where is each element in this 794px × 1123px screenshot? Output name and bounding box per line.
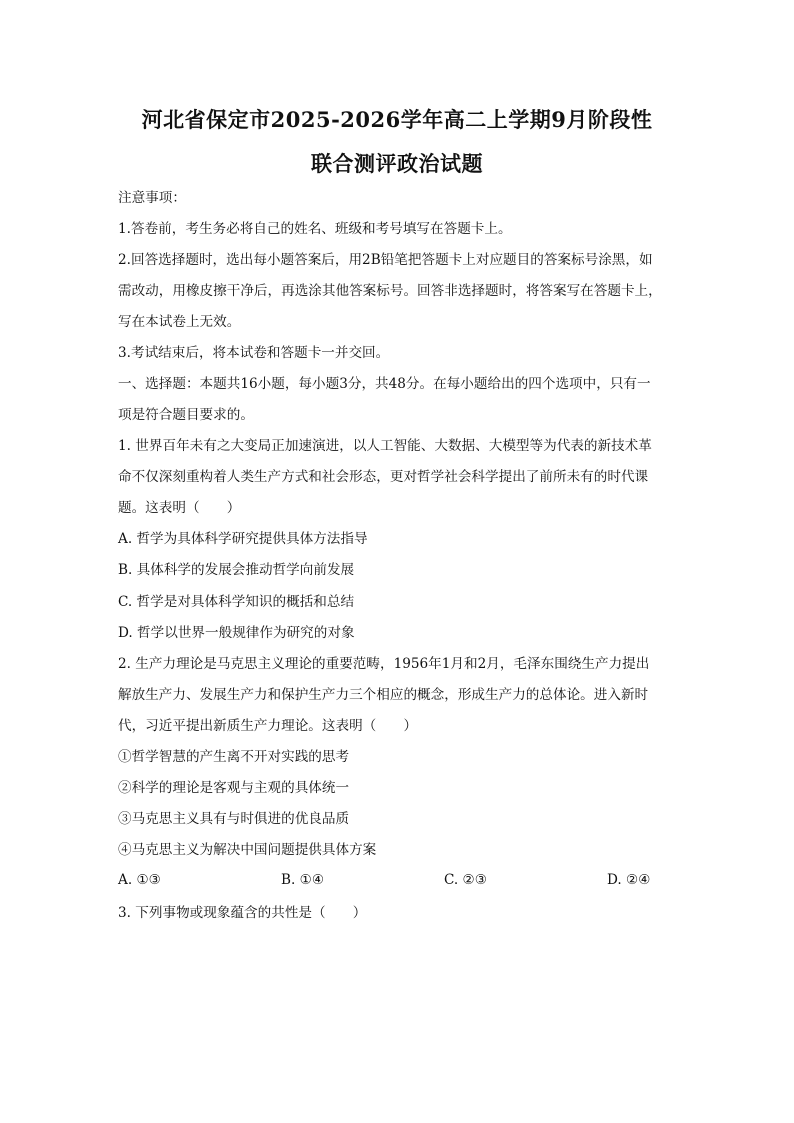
question-2-option-b: B. ①④ xyxy=(281,872,325,888)
question-1-option-b: B. 具体科学的发展会推动哲学向前发展 xyxy=(118,562,355,578)
question-1-stem-line-1: 1. 世界百年未有之大变局正加速演进，以人工智能、大数据、大模型等为代表的新技术革 xyxy=(118,438,652,454)
question-2-option-c: C. ②③ xyxy=(444,872,487,888)
question-2-stem-line-1: 2. 生产力理论是马克思主义理论的重要范畴，1956年1月和2月，毛泽东围绕生产力提出 xyxy=(118,656,650,672)
question-1-option-d: D. 哲学以世界一般规律作为研究的对象 xyxy=(118,625,355,641)
question-2-option-a: A. ①③ xyxy=(118,872,161,888)
notice-item-2-line-1: 2.回答选择题时，选出每小题答案后，用2B铅笔把答题卡上对应题目的答案标号涂黑，如 xyxy=(118,252,653,268)
notice-item-3: 3.考试结束后，将本试卷和答题卡一并交回。 xyxy=(118,345,390,361)
question-2-stem-line-3: 代，习近平提出新质生产力理论。这表明（ ） xyxy=(118,718,418,734)
question-1-option-a: A. 哲学为具体科学研究提供具体方法指导 xyxy=(118,531,368,547)
notice-item-2-line-3: 写在本试卷上无效。 xyxy=(118,314,241,330)
question-1-stem-line-2: 命不仅深刻重构着人类生产方式和社会形态，更对哲学社会科学提出了前所未有的时代课 xyxy=(118,469,649,485)
question-1-option-c: C. 哲学是对具体科学知识的概括和总结 xyxy=(118,594,355,610)
notice-item-1: 1.答卷前，考生务必将自己的姓名、班级和考号填写在答题卡上。 xyxy=(118,221,512,237)
question-2-statement-4: ④马克思主义为解决中国问题提供具体方案 xyxy=(118,842,377,858)
question-2-stem-line-2: 解放生产力、发展生产力和保护生产力三个相应的概念，形成生产力的总体论。进入新时 xyxy=(118,687,649,703)
question-2-statement-1: ①哲学智慧的产生离不开对实践的思考 xyxy=(118,749,350,765)
question-3-stem-line-1: 3. 下列事物或现象蕴含的共性是（ ） xyxy=(118,905,367,921)
notice-item-2-line-2: 需改动，用橡皮擦干净后，再选涂其他答案标号。回答非选择题时，将答案写在答题卡上， xyxy=(118,283,662,299)
exam-title-line2: 联合测评政治试题 xyxy=(311,151,483,176)
section-heading-line-1: 一、选择题：本题共16小题，每小题3分，共48分。在每小题给出的四个选项中，只有一 xyxy=(118,376,651,392)
section-heading-line-2: 项是符合题目要求的。 xyxy=(118,407,254,423)
question-1-stem-line-3: 题。这表明（ ） xyxy=(118,500,241,516)
question-2-statement-2: ②科学的理论是客观与主观的具体统一 xyxy=(118,780,350,796)
question-2-option-d: D. ②④ xyxy=(607,872,651,888)
notice-heading: 注意事项： xyxy=(118,190,186,206)
question-2-options xyxy=(118,872,678,890)
question-2-statement-3: ③马克思主义具有与时俱进的优良品质 xyxy=(118,811,350,827)
exam-title-line1: 河北省保定市2025-2026学年高二上学期9月阶段性 xyxy=(141,107,653,132)
